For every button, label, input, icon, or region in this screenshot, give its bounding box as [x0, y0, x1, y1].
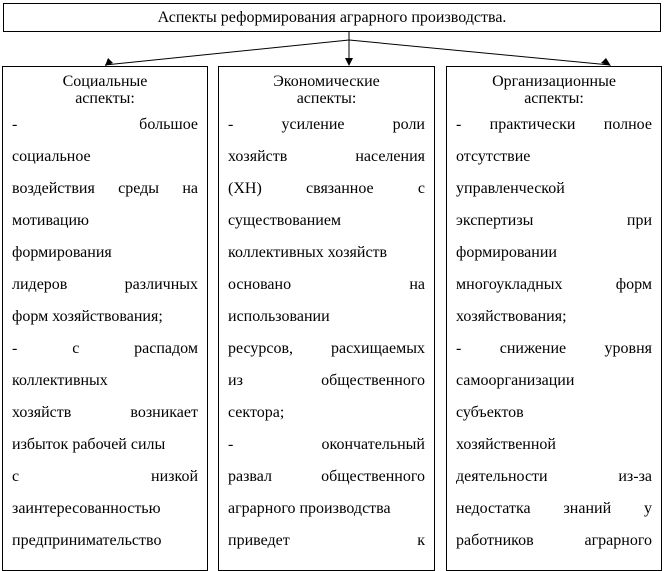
text-word: низкой: [151, 468, 198, 485]
text-word: работников: [456, 532, 534, 549]
text-word: существованием: [228, 212, 342, 229]
text-line: [12, 115, 198, 147]
column-title: [219, 73, 434, 107]
text-word: усиление: [281, 116, 345, 133]
text-word: различных: [124, 276, 198, 293]
text-line: [228, 435, 425, 467]
text-word: сектора;: [228, 404, 285, 421]
text-line: [12, 179, 198, 211]
text-line: [12, 147, 198, 179]
text-word: населения: [355, 148, 425, 165]
text-line: [12, 499, 198, 531]
text-line: [228, 275, 425, 307]
column-title-line: Организационные: [492, 73, 616, 90]
text-word: формирования: [12, 244, 112, 261]
text-line: [12, 531, 198, 563]
text-word: форм хозяйствования;: [12, 308, 163, 325]
text-word: социальное: [12, 148, 91, 165]
text-line: [456, 243, 652, 275]
column-title-line: аспекты:: [75, 90, 135, 107]
column-title-line: аспекты:: [296, 90, 357, 107]
column-body: [12, 115, 198, 563]
text-word: коллективных: [12, 372, 108, 389]
text-line: [228, 179, 425, 211]
text-line: [12, 467, 198, 499]
text-word: многоукладных: [456, 276, 563, 293]
text-word: -: [12, 340, 18, 357]
text-word: заинтересованностью: [12, 500, 161, 517]
text-line: [456, 467, 652, 499]
text-word: связанное: [306, 180, 374, 197]
text-line: [456, 339, 652, 371]
text-word: практически: [489, 116, 576, 133]
text-word: использовании: [228, 308, 330, 325]
text-word: из: [228, 372, 243, 389]
column-title: [447, 73, 661, 107]
text-word: недостатка: [456, 500, 531, 517]
text-word: экспертизы: [456, 212, 534, 229]
text-word: с: [72, 340, 80, 357]
text-word: знаний: [563, 500, 612, 517]
social-aspects-box: [2, 66, 208, 571]
text-line: [456, 147, 652, 179]
text-word: ресурсов,: [228, 340, 294, 357]
text-word: -: [228, 116, 234, 133]
column-title: [3, 73, 207, 107]
economic-aspects-box: [218, 66, 435, 571]
text-word: -: [456, 116, 462, 133]
connector-left: [105, 40, 349, 65]
text-word: общественного: [321, 468, 425, 485]
text-line: [228, 531, 425, 563]
column-body: [456, 115, 652, 563]
text-word: аграрного: [584, 532, 652, 549]
arrowhead-left: [105, 58, 113, 66]
text-word: расхищаемых: [331, 340, 425, 357]
text-word: форм: [615, 276, 652, 293]
text-word: управленческой: [456, 180, 565, 197]
column-title-line: Экономические: [273, 73, 380, 90]
text-word: мотивацию: [12, 212, 89, 229]
text-word: -: [12, 116, 18, 133]
text-word: хозяйственной: [456, 436, 556, 453]
text-line: [12, 371, 198, 403]
text-line: [456, 499, 652, 531]
text-line: [456, 531, 652, 563]
text-line: [12, 211, 198, 243]
text-word: (ХН): [228, 180, 262, 197]
text-word: распадом: [134, 340, 198, 357]
text-word: полное: [603, 116, 652, 133]
text-word: лидеров: [12, 276, 68, 293]
text-line: [456, 275, 652, 307]
text-line: [12, 435, 198, 467]
text-word: с: [12, 468, 20, 485]
arrowhead-middle: [345, 58, 353, 66]
text-line: [456, 179, 652, 211]
text-line: [228, 499, 425, 531]
text-word: у: [643, 500, 652, 517]
text-word: коллективных хозяйств: [228, 244, 388, 261]
text-line: [456, 403, 652, 435]
column-body: [228, 115, 425, 563]
text-line: [12, 243, 198, 275]
text-word: на: [182, 180, 198, 197]
text-line: [12, 307, 198, 339]
text-word: предпринимательство: [12, 532, 162, 549]
text-word: при: [626, 212, 652, 229]
title-box: [3, 3, 661, 32]
text-line: [228, 115, 425, 147]
text-word: на: [409, 276, 425, 293]
text-word: деятельности: [456, 468, 548, 485]
text-word: уровня: [604, 340, 652, 357]
connector-right: [349, 40, 610, 65]
text-word: снижение: [499, 340, 567, 357]
text-word: отсутствие: [456, 148, 531, 165]
text-word: хозяйств: [228, 148, 288, 165]
column-title-line: Социальные: [62, 73, 148, 90]
text-line: [228, 371, 425, 403]
text-word: хозяйств: [12, 404, 72, 421]
text-word: среды: [118, 180, 160, 197]
diagram-title: Аспекты реформирования аграрного производства.: [157, 9, 507, 26]
text-line: [228, 211, 425, 243]
text-word: большое: [139, 116, 198, 133]
text-line: [228, 307, 425, 339]
text-word: роли: [392, 116, 425, 133]
text-word: хозяйствования;: [456, 308, 567, 325]
arrowhead-right: [601, 58, 611, 66]
text-word: -: [228, 436, 234, 453]
text-word: окончательный: [321, 436, 425, 453]
text-word: возникает: [130, 404, 198, 421]
text-word: избыток рабочей силы: [12, 436, 166, 453]
text-word: аграрного производства: [228, 500, 391, 517]
text-line: [228, 467, 425, 499]
text-line: [228, 339, 425, 371]
text-line: [456, 435, 652, 467]
text-word: -: [456, 340, 462, 357]
organizational-aspects-box: [446, 66, 662, 571]
text-word: из-за: [618, 468, 652, 485]
text-line: [456, 115, 652, 147]
text-word: формировании: [456, 244, 557, 261]
text-line: [456, 307, 652, 339]
text-word: воздействия: [12, 180, 95, 197]
column-title-line: аспекты:: [524, 90, 584, 107]
text-line: [456, 371, 652, 403]
text-word: общественного: [321, 372, 425, 389]
text-line: [228, 243, 425, 275]
text-line: [456, 211, 652, 243]
text-line: [228, 403, 425, 435]
text-line: [12, 275, 198, 307]
text-word: к: [417, 532, 425, 549]
text-word: субъектов: [456, 404, 524, 421]
text-word: с: [417, 180, 425, 197]
text-word: развал: [228, 468, 272, 485]
text-line: [12, 403, 198, 435]
text-word: приведет: [228, 532, 290, 549]
text-line: [12, 339, 198, 371]
text-word: основано: [228, 276, 292, 293]
text-line: [228, 147, 425, 179]
text-word: самоорганизации: [456, 372, 575, 389]
